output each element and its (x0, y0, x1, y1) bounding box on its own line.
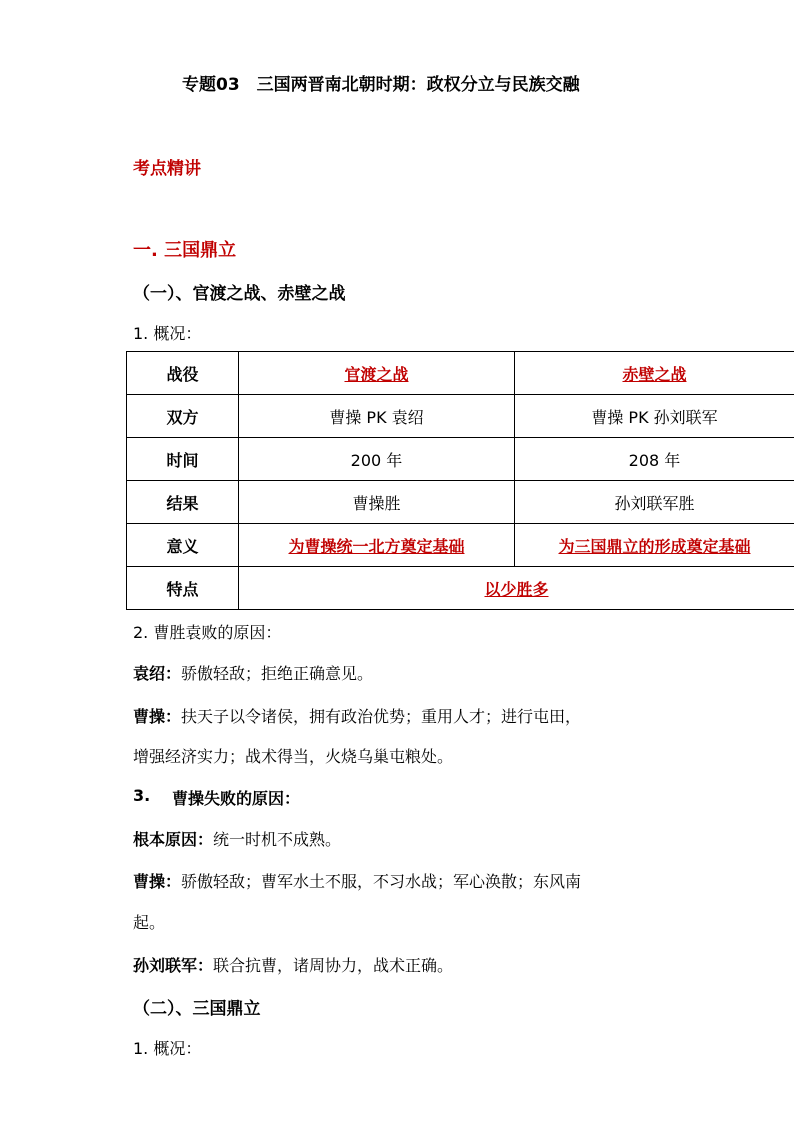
battle-name: 官渡之战 (344, 364, 409, 384)
subsection-heading: （二）、三国鼎立 (133, 999, 261, 1019)
row-label: 意义 (127, 524, 239, 567)
row-label: 战役 (127, 352, 239, 395)
significance-text: 为三国鼎立的形成奠定基础 (558, 536, 751, 556)
table-row (127, 395, 794, 438)
paragraph-text: 增强经济实力；战术得当，火烧乌巢屯粮处。 (133, 747, 454, 766)
paragraph-label: 曹操： (133, 707, 182, 726)
paragraph-text: 起。 (133, 913, 166, 932)
paragraph-label: 袁绍： (133, 664, 182, 683)
paragraph-label: 曹操： (133, 872, 182, 891)
paragraph-text: 扶天子以令诸侯，拥有政治优势；重用人才；进行屯田， (181, 707, 582, 726)
paragraph (133, 869, 581, 892)
paragraph (133, 827, 341, 850)
table-cell (239, 567, 794, 610)
table-row (127, 567, 794, 610)
subsection-heading: （一）、官渡之战、赤壁之战 (133, 284, 346, 304)
table-cell: 孙刘联军胜 (515, 481, 794, 524)
item-number: 3. (133, 786, 151, 805)
item-heading: 1. 概况： (133, 1039, 202, 1058)
item-heading: 2. 曹胜袁败的原因： (133, 623, 282, 642)
row-label: 结果 (127, 481, 239, 524)
paragraph-text: 骄傲轻敌；曹军水土不服，不习水战；军心涣散；东风南 (181, 872, 582, 891)
paragraph-label: 孙刘联军： (133, 956, 214, 975)
row-label: 双方 (127, 395, 239, 438)
table-cell (515, 524, 794, 567)
table-cell (239, 524, 515, 567)
battle-name: 赤壁之战 (622, 364, 687, 384)
paragraph-text: 骄傲轻敌；拒绝正确意见。 (181, 664, 374, 683)
paragraph-text: 联合抗曹，诸周协力，战术正确。 (213, 956, 454, 975)
document-title: 专题03 三国两晋南北朝时期：政权分立与民族交融 (182, 75, 580, 95)
item-heading: 1. 概况： (133, 324, 202, 343)
paragraph (133, 953, 453, 976)
table-cell (515, 352, 794, 395)
table-cell: 200 年 (239, 438, 515, 481)
table-row (127, 524, 794, 567)
table-row (127, 352, 794, 395)
row-label: 特点 (127, 567, 239, 610)
table-cell: 曹操 PK 孙刘联军 (515, 395, 794, 438)
paragraph-label: 根本原因： (133, 830, 214, 849)
table-cell: 曹操 PK 袁绍 (239, 395, 515, 438)
table-cell: 曹操胜 (239, 481, 515, 524)
table-row (127, 481, 794, 524)
feature-text: 以少胜多 (484, 579, 549, 599)
table-cell: 208 年 (515, 438, 794, 481)
table-cell (239, 352, 515, 395)
table-row (127, 438, 794, 481)
paragraph (133, 661, 373, 684)
row-label: 时间 (127, 438, 239, 481)
section-heading: 考点精讲 (133, 159, 201, 179)
part-heading: 一. 三国鼎立 (133, 240, 237, 261)
significance-text: 为曹操统一北方奠定基础 (288, 536, 465, 556)
paragraph (133, 704, 581, 727)
paragraph-text: 统一时机不成熟。 (213, 830, 342, 849)
battle-table (126, 351, 794, 610)
item-heading: 曹操失败的原因： (172, 789, 301, 808)
